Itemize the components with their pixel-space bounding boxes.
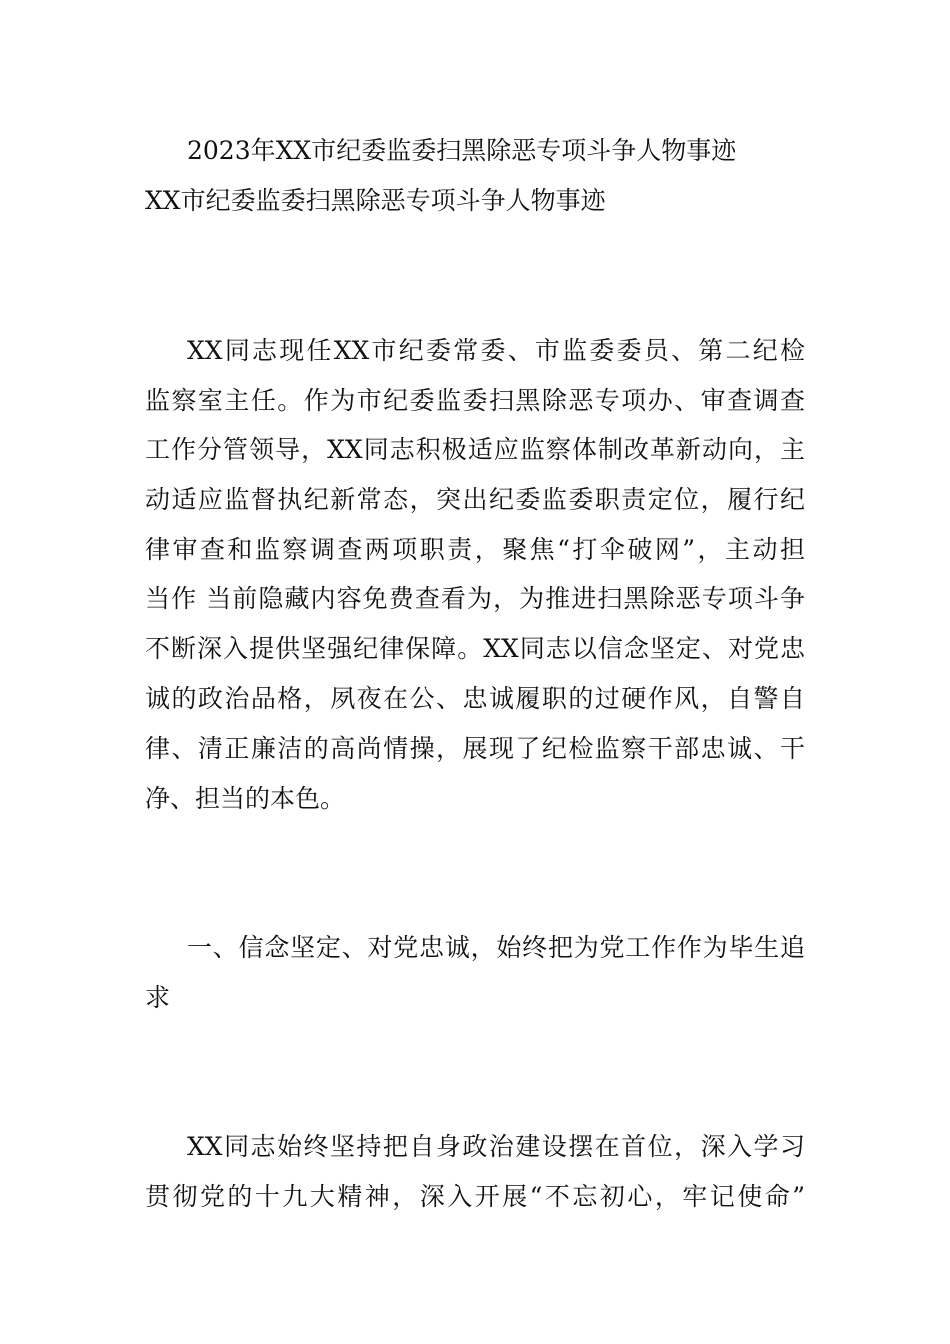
paragraph-line: 当作 当前隐藏内容免费查看为，为推进扫黑除恶专项斗争 [145, 584, 805, 613]
paragraph-line: 净、担当的本色。 [145, 784, 346, 813]
paragraph-line: 律、清正廉洁的高尚情操，展现了纪检监察干部忠诚、干 [145, 734, 805, 763]
document-title: 2023年XX市纪委监委扫黑除恶专项斗争人物事迹 [187, 136, 737, 165]
paragraph-line: XX同志始终坚持把自身政治建设摆在首位，深入学习 [187, 1132, 805, 1161]
paragraph-line: 监察室主任。作为市纪委监委扫黑除恶专项办、审查调查 [145, 386, 805, 415]
heading-line: 求 [145, 983, 171, 1012]
paragraph-line: XX同志现任XX市纪委常委、市监委委员、第二纪检 [187, 336, 805, 365]
paragraph-line: 贯彻党的十九大精神，深入开展“不忘初心，牢记使命” [145, 1182, 805, 1211]
paragraph-line: 律审查和监察调查两项职责，聚焦“打伞破网”，主动担 [145, 535, 805, 564]
paragraph-line: 不断深入提供坚强纪律保障。XX同志以信念坚定、对党忠 [145, 634, 805, 663]
document-subtitle: XX市纪委监委扫黑除恶专项斗争人物事迹 [145, 186, 606, 215]
paragraph-line: 工作分管领导，XX同志积极适应监察体制改革新动向，主 [145, 435, 805, 464]
heading-line: 一、信念坚定、对党忠诚，始终把为党工作作为毕生追 [187, 933, 805, 962]
paragraph-line: 动适应监督执纪新常态，突出纪委监委职责定位，履行纪 [145, 485, 805, 514]
paragraph-line: 诚的政治品格，夙夜在公、忠诚履职的过硬作风，自警自 [145, 684, 805, 713]
